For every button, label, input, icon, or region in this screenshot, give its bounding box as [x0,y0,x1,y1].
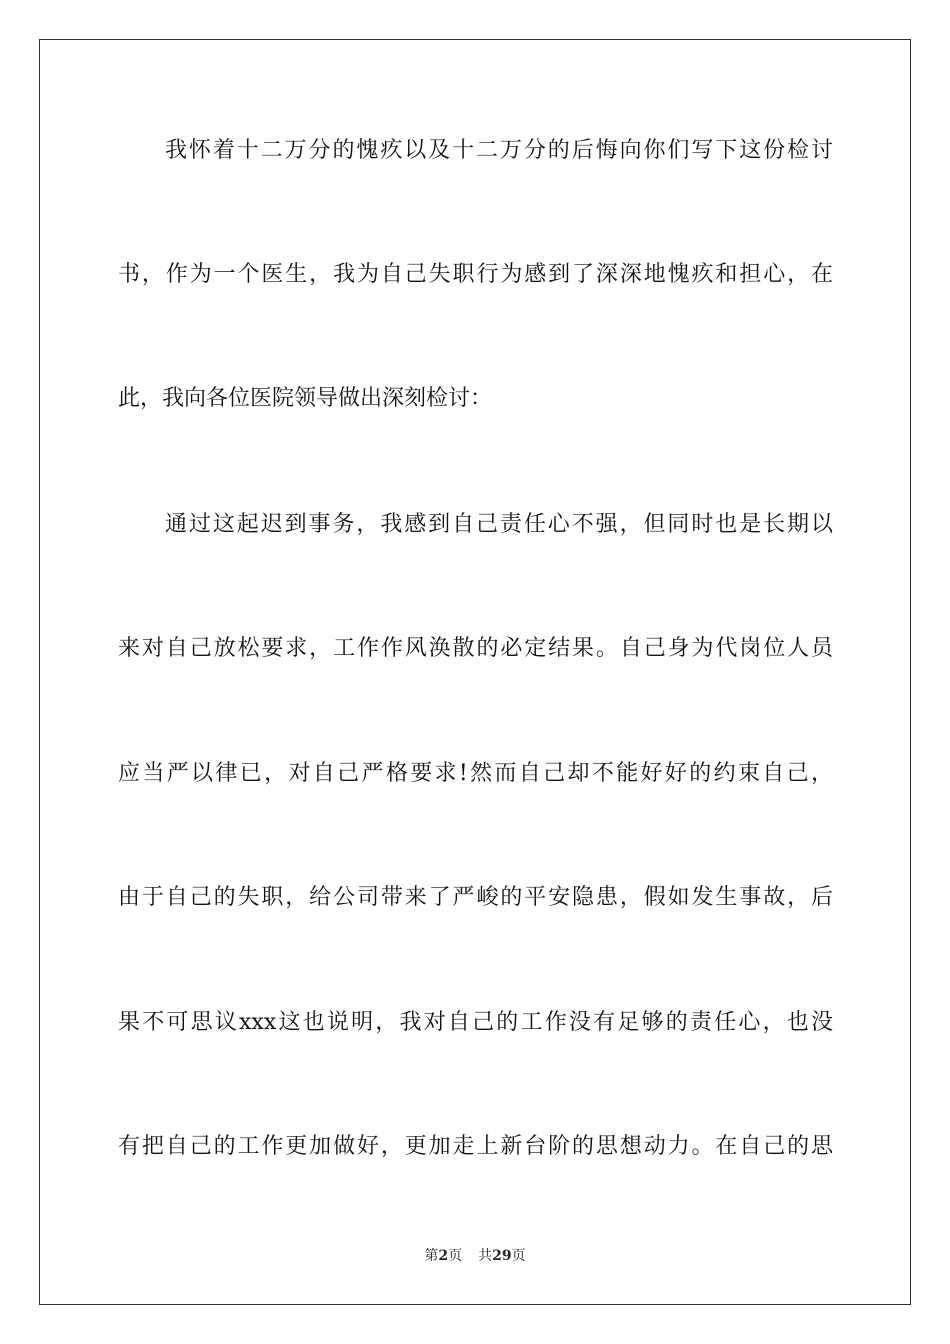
paragraph-2-line-2: 来对自己放松要求，工作作风涣散的必定结果。自己身为代岗位人员 [118,636,833,661]
page-footer [0,1247,950,1265]
total-pages: 29 [492,1248,512,1264]
paragraph-1-line-3: 此，我向各位医院领导做出深刻检讨： [118,386,493,411]
paragraph-2-line-6: 有把自己的工作更加做好，更加走上新台阶的思想动力。在自己的思 [118,1134,833,1159]
page-prefix: 第 [424,1248,439,1264]
paragraph-2-line-4: 由于自己的失职，给公司带来了严峻的平安隐患，假如发生事故，后 [118,885,833,910]
total-suffix: 页 [511,1248,526,1264]
page-number: 2 [438,1248,449,1264]
total-prefix: 共 [478,1248,493,1264]
paragraph-2-line-1: 通过这起迟到事务，我感到自己责任心不强，但同时也是长期以 [165,512,833,537]
paragraph-1-line-2: 书，作为一个医生，我为自己失职行为感到了深深地愧疚和担心，在 [118,262,833,287]
paragraph-2-line-5: 果不可思议xxx这也说明，我对自己的工作没有足够的责任心，也没 [118,1010,833,1035]
page-suffix: 页 [448,1248,463,1264]
paragraph-1-line-1: 我怀着十二万分的愧疚以及十二万分的后悔向你们写下这份检讨 [165,138,833,163]
paragraph-2-line-3: 应当严以律已，对自己严格要求!然而自己却不能好好的约束自己， [118,761,833,786]
page-border [39,39,911,1305]
